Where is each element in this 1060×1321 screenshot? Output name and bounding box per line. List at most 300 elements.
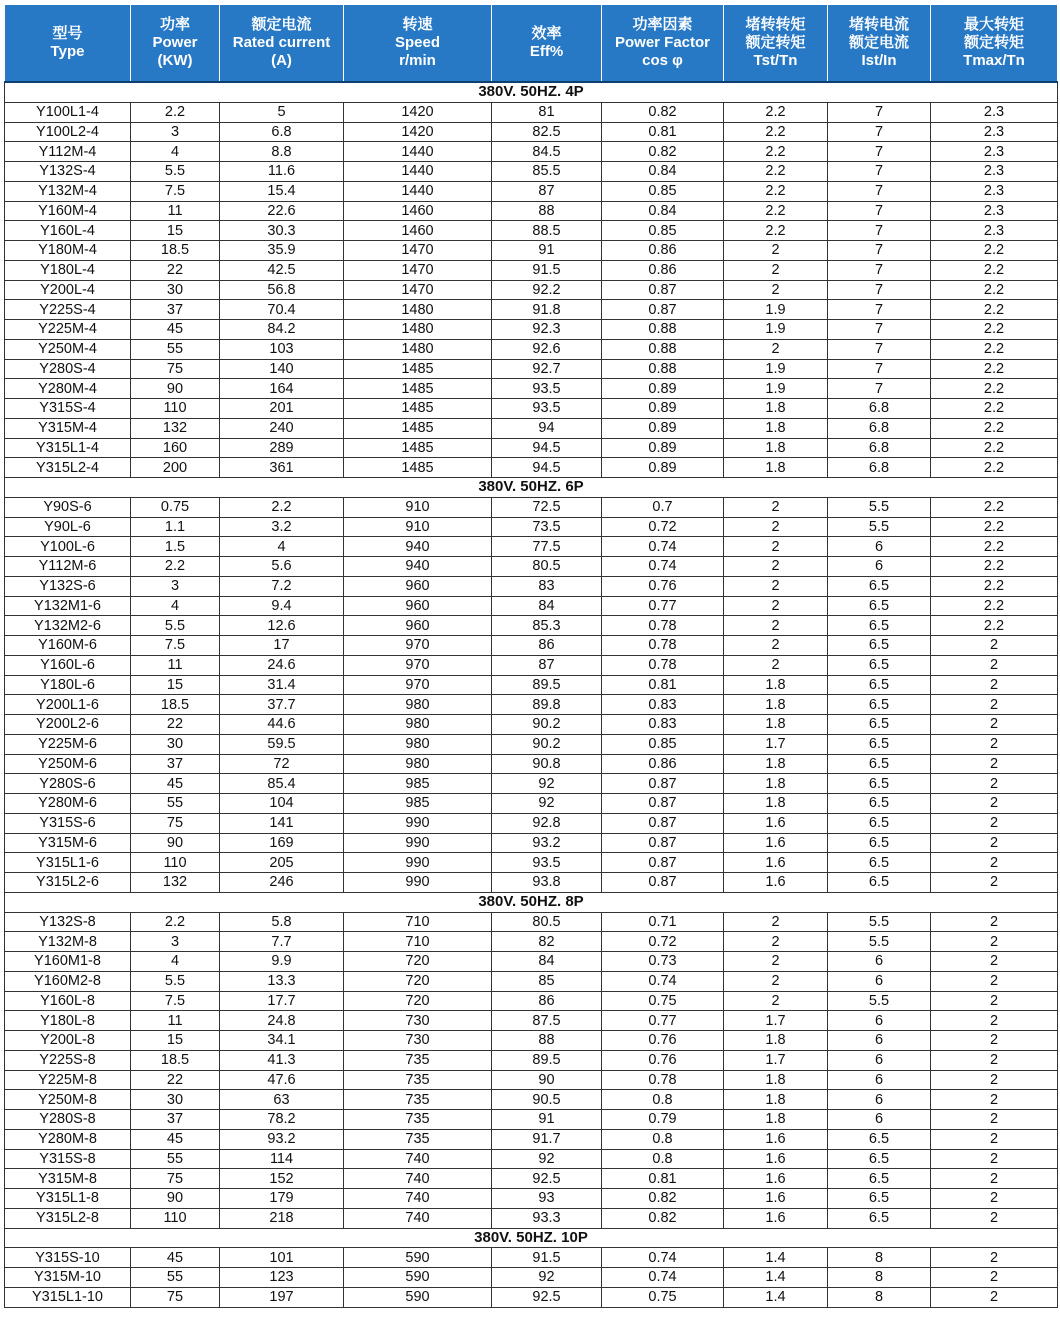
table-cell: Y225S-8 (5, 1050, 131, 1070)
table-cell: 0.76 (602, 1031, 724, 1051)
column-header-line: 转速 (402, 16, 433, 33)
table-cell: 735 (344, 1070, 492, 1090)
table-cell: 132 (131, 418, 220, 438)
column-header-line: 额定电流 (848, 34, 909, 51)
table-cell: 7 (828, 379, 931, 399)
column-header-6 (724, 5, 828, 83)
table-cell: 970 (344, 636, 492, 656)
table-cell: 80.5 (492, 557, 602, 577)
table-header (5, 5, 1058, 83)
table-cell: 246 (220, 873, 344, 893)
table-row (5, 537, 1058, 557)
table-row (5, 813, 1058, 833)
table-cell: 91.5 (492, 1248, 602, 1268)
table-row (5, 102, 1058, 122)
table-cell: 2.2 (931, 537, 1058, 557)
table-cell: 1.6 (724, 1208, 828, 1228)
table-cell: 5.5 (131, 971, 220, 991)
table-cell: 8 (828, 1248, 931, 1268)
table-cell: 940 (344, 557, 492, 577)
table-cell: 910 (344, 497, 492, 517)
table-row (5, 853, 1058, 873)
table-cell: 7 (828, 201, 931, 221)
table-cell: 12.6 (220, 616, 344, 636)
table-cell: 7.5 (131, 991, 220, 1011)
table-cell: 218 (220, 1208, 344, 1228)
table-cell: 730 (344, 1031, 492, 1051)
table-cell: 92 (492, 1268, 602, 1288)
column-header-line: Tst/Tn (753, 52, 798, 69)
section-header-row (5, 82, 1058, 102)
table-cell: 0.84 (602, 162, 724, 182)
table-cell: 89.8 (492, 695, 602, 715)
table-row (5, 1031, 1058, 1051)
table-cell: 5.5 (828, 497, 931, 517)
column-header-line: r/min (399, 52, 436, 69)
table-cell: 960 (344, 616, 492, 636)
table-cell: 85.3 (492, 616, 602, 636)
column-header-line: 堵转转矩 (745, 16, 806, 33)
table-cell: 0.89 (602, 418, 724, 438)
table-cell: Y132S-6 (5, 576, 131, 596)
table-cell: 91.8 (492, 300, 602, 320)
table-cell: 7.7 (220, 932, 344, 952)
table-cell: 169 (220, 833, 344, 853)
table-cell: 1.8 (724, 1110, 828, 1130)
column-header-line: cos φ (642, 52, 683, 69)
table-cell: 985 (344, 794, 492, 814)
table-cell: 2.3 (931, 102, 1058, 122)
table-cell: 0.85 (602, 181, 724, 201)
table-cell: 1.8 (724, 1070, 828, 1090)
table-cell: 980 (344, 695, 492, 715)
column-header-7 (828, 5, 931, 83)
table-cell: Y160L-4 (5, 221, 131, 241)
table-cell: 84 (492, 596, 602, 616)
table-cell: 2 (931, 1050, 1058, 1070)
table-cell: Y315L2-6 (5, 873, 131, 893)
table-cell: 2 (931, 813, 1058, 833)
table-cell: 84 (492, 952, 602, 972)
table-cell: 30 (131, 734, 220, 754)
column-header-8 (931, 5, 1058, 83)
table-cell: Y315M-6 (5, 833, 131, 853)
column-header-line: Speed (394, 34, 440, 51)
table-cell: 2.2 (220, 497, 344, 517)
table-cell: Y315M-10 (5, 1268, 131, 1288)
table-cell: 1.8 (724, 458, 828, 478)
table-cell: 1.6 (724, 1169, 828, 1189)
table-cell: 0.74 (602, 1248, 724, 1268)
table-cell: 1485 (344, 359, 492, 379)
table-cell: 5.5 (828, 932, 931, 952)
table-cell: 0.77 (602, 596, 724, 616)
table-cell: 91 (492, 1110, 602, 1130)
table-cell: 45 (131, 774, 220, 794)
table-cell: 18.5 (131, 1050, 220, 1070)
table-row (5, 1011, 1058, 1031)
table-cell: 2.2 (931, 596, 1058, 616)
table-cell: 90 (131, 379, 220, 399)
table-cell: 84.5 (492, 142, 602, 162)
table-cell: 91.5 (492, 260, 602, 280)
table-cell: 0.89 (602, 438, 724, 458)
table-cell: 18.5 (131, 241, 220, 261)
table-row (5, 399, 1058, 419)
table-cell: 55 (131, 339, 220, 359)
table-cell: 87 (492, 181, 602, 201)
table-cell: 8 (828, 1287, 931, 1307)
table-cell: 2.2 (931, 379, 1058, 399)
table-cell: 2 (931, 636, 1058, 656)
table-cell: 0.81 (602, 1169, 724, 1189)
table-cell: 7.2 (220, 576, 344, 596)
table-cell: 1.8 (724, 438, 828, 458)
table-cell: 93.2 (220, 1129, 344, 1149)
table-cell: 2.2 (931, 359, 1058, 379)
table-cell: 990 (344, 853, 492, 873)
table-cell: 93.5 (492, 399, 602, 419)
table-cell: 1.4 (724, 1287, 828, 1307)
table-cell: 0.88 (602, 320, 724, 340)
table-cell: 7 (828, 300, 931, 320)
column-header-line: 堵转电流 (848, 16, 909, 33)
table-cell: 81 (492, 102, 602, 122)
table-cell: 197 (220, 1287, 344, 1307)
table-cell: 289 (220, 438, 344, 458)
table-cell: 1.8 (724, 774, 828, 794)
table-cell: 0.86 (602, 241, 724, 261)
table-cell: 2 (931, 952, 1058, 972)
table-cell: 2 (724, 497, 828, 517)
table-cell: 2 (931, 1129, 1058, 1149)
table-cell: 92.3 (492, 320, 602, 340)
table-cell: Y225M-4 (5, 320, 131, 340)
table-cell: Y280M-4 (5, 379, 131, 399)
table-cell: 83 (492, 576, 602, 596)
table-cell: 7.5 (131, 636, 220, 656)
table-cell: 1.8 (724, 715, 828, 735)
table-cell: 1420 (344, 102, 492, 122)
table-cell: 2 (931, 971, 1058, 991)
table-row (5, 359, 1058, 379)
table-cell: 740 (344, 1149, 492, 1169)
table-cell: 710 (344, 932, 492, 952)
table-cell: 0.88 (602, 339, 724, 359)
column-header-5 (602, 5, 724, 83)
table-cell: 6.8 (828, 458, 931, 478)
table-cell: 104 (220, 794, 344, 814)
table-cell: 2 (931, 1149, 1058, 1169)
table-cell: 0.76 (602, 576, 724, 596)
table-cell: 123 (220, 1268, 344, 1288)
table-cell: Y315S-8 (5, 1149, 131, 1169)
table-cell: 2 (931, 853, 1058, 873)
table-cell: 740 (344, 1189, 492, 1209)
table-cell: 720 (344, 991, 492, 1011)
table-row (5, 794, 1058, 814)
table-row (5, 1149, 1058, 1169)
table-cell: 94 (492, 418, 602, 438)
table-row (5, 280, 1058, 300)
table-cell: 2 (931, 1090, 1058, 1110)
table-cell: 59.5 (220, 734, 344, 754)
table-cell: 2 (724, 576, 828, 596)
table-row (5, 300, 1058, 320)
table-cell: 6.5 (828, 813, 931, 833)
table-cell: 72.5 (492, 497, 602, 517)
table-cell: 22.6 (220, 201, 344, 221)
table-cell: 1.9 (724, 300, 828, 320)
table-cell: 6.8 (220, 122, 344, 142)
table-cell: 5.5 (828, 912, 931, 932)
table-cell: 200 (131, 458, 220, 478)
table-cell: 2 (931, 774, 1058, 794)
table-row (5, 675, 1058, 695)
table-cell: 0.71 (602, 912, 724, 932)
table-cell: Y200L-8 (5, 1031, 131, 1051)
table-cell: 1.7 (724, 1011, 828, 1031)
table-row (5, 833, 1058, 853)
table-cell: Y315L1-10 (5, 1287, 131, 1307)
table-cell: 970 (344, 675, 492, 695)
table-cell: 45 (131, 320, 220, 340)
column-header-line: 额定转矩 (963, 34, 1024, 51)
table-cell: 1.6 (724, 813, 828, 833)
column-header-line: 最大转矩 (963, 16, 1024, 33)
table-cell: 2 (724, 537, 828, 557)
table-cell: 7 (828, 320, 931, 340)
table-cell: 1.8 (724, 794, 828, 814)
section-title: 380V. 50HZ. 6P (5, 478, 1058, 498)
table-cell: 9.4 (220, 596, 344, 616)
table-cell: Y180L-4 (5, 260, 131, 280)
table-cell: 6.5 (828, 1129, 931, 1149)
table-cell: 93.5 (492, 379, 602, 399)
table-cell: 7 (828, 280, 931, 300)
table-cell: 4 (131, 952, 220, 972)
table-cell: 103 (220, 339, 344, 359)
table-cell: 6.5 (828, 695, 931, 715)
table-cell: 980 (344, 754, 492, 774)
table-cell: 2.3 (931, 162, 1058, 182)
table-cell: 47.6 (220, 1070, 344, 1090)
table-cell: 2 (931, 1287, 1058, 1307)
table-cell: Y315L1-4 (5, 438, 131, 458)
table-cell: 77.5 (492, 537, 602, 557)
table-cell: 0.86 (602, 754, 724, 774)
table-row (5, 320, 1058, 340)
table-cell: 0.81 (602, 122, 724, 142)
table-cell: 90 (131, 1189, 220, 1209)
table-cell: Y200L2-6 (5, 715, 131, 735)
table-cell: 6 (828, 557, 931, 577)
table-cell: 2 (724, 280, 828, 300)
table-cell: 0.8 (602, 1090, 724, 1110)
table-cell: 0.83 (602, 715, 724, 735)
column-header-line: Power Factor (614, 34, 711, 51)
table-cell: 30 (131, 1090, 220, 1110)
table-cell: 6.5 (828, 1169, 931, 1189)
table-cell: 2.3 (931, 221, 1058, 241)
table-cell: 5.6 (220, 557, 344, 577)
table-cell: Y280S-6 (5, 774, 131, 794)
table-cell: 590 (344, 1248, 492, 1268)
table-cell: 0.89 (602, 399, 724, 419)
table-cell: 80.5 (492, 912, 602, 932)
section-header-row (5, 478, 1058, 498)
table-cell: 90 (492, 1070, 602, 1090)
table-cell: 0.78 (602, 616, 724, 636)
table-cell: 980 (344, 734, 492, 754)
table-cell: 1485 (344, 458, 492, 478)
table-cell: 86 (492, 636, 602, 656)
table-cell: 91 (492, 241, 602, 261)
table-row (5, 517, 1058, 537)
table-cell: 6.5 (828, 774, 931, 794)
table-cell: 0.75 (131, 497, 220, 517)
table-row (5, 1050, 1058, 1070)
table-cell: 740 (344, 1208, 492, 1228)
table-cell: Y225M-8 (5, 1070, 131, 1090)
section-title: 380V. 50HZ. 4P (5, 82, 1058, 102)
table-cell: 1485 (344, 418, 492, 438)
table-cell: 1.9 (724, 379, 828, 399)
table-cell: 110 (131, 853, 220, 873)
table-cell: 2.2 (931, 576, 1058, 596)
table-cell: 0.87 (602, 873, 724, 893)
table-row (5, 1169, 1058, 1189)
table-cell: 2 (931, 1031, 1058, 1051)
table-cell: 2 (931, 1011, 1058, 1031)
table-cell: 2.2 (931, 339, 1058, 359)
table-cell: 5.5 (828, 991, 931, 1011)
table-cell: 114 (220, 1149, 344, 1169)
column-header-line: 额定电流 (251, 16, 312, 33)
table-cell: 94.5 (492, 438, 602, 458)
table-cell: 1.8 (724, 1090, 828, 1110)
table-cell: 0.7 (602, 497, 724, 517)
table-cell: 0.75 (602, 991, 724, 1011)
table-cell: 6.5 (828, 636, 931, 656)
table-cell: 990 (344, 873, 492, 893)
column-header-line: Ist/In (861, 52, 897, 69)
table-cell: 0.84 (602, 201, 724, 221)
table-cell: Y250M-8 (5, 1090, 131, 1110)
table-cell: Y160M2-8 (5, 971, 131, 991)
column-header-0 (5, 5, 131, 83)
table-row (5, 241, 1058, 261)
table-cell: 75 (131, 1287, 220, 1307)
table-cell: 90 (131, 833, 220, 853)
table-cell: 45 (131, 1248, 220, 1268)
table-cell: 1.6 (724, 1129, 828, 1149)
table-cell: 2.3 (931, 122, 1058, 142)
table-cell: 2.2 (931, 260, 1058, 280)
table-cell: 6.8 (828, 399, 931, 419)
table-cell: Y315S-10 (5, 1248, 131, 1268)
table-cell: 82.5 (492, 122, 602, 142)
table-cell: Y225S-4 (5, 300, 131, 320)
table-cell: Y315L2-4 (5, 458, 131, 478)
column-header-1 (131, 5, 220, 83)
table-cell: 2 (931, 675, 1058, 695)
table-cell: Y160M-4 (5, 201, 131, 221)
table-cell: 0.77 (602, 1011, 724, 1031)
table-cell: 84.2 (220, 320, 344, 340)
table-cell: 1.5 (131, 537, 220, 557)
table-cell: Y132S-8 (5, 912, 131, 932)
table-cell: 92.2 (492, 280, 602, 300)
table-cell: 141 (220, 813, 344, 833)
table-cell: 8 (828, 1268, 931, 1288)
table-row (5, 636, 1058, 656)
table-cell: 45 (131, 1129, 220, 1149)
table-cell: 2 (931, 912, 1058, 932)
table-cell: 87.5 (492, 1011, 602, 1031)
table-cell: 2 (724, 952, 828, 972)
table-cell: 0.75 (602, 1287, 724, 1307)
table-cell: 179 (220, 1189, 344, 1209)
table-cell: 7 (828, 260, 931, 280)
table-cell: 1.7 (724, 1050, 828, 1070)
table-cell: 240 (220, 418, 344, 438)
table-row (5, 1268, 1058, 1288)
table-cell: 6.5 (828, 833, 931, 853)
table-cell: 75 (131, 1169, 220, 1189)
table-cell: 2 (931, 1169, 1058, 1189)
table-cell: 85 (492, 971, 602, 991)
table-cell: 1485 (344, 379, 492, 399)
table-cell: 11 (131, 201, 220, 221)
table-cell: Y132M1-6 (5, 596, 131, 616)
table-cell: 89.5 (492, 1050, 602, 1070)
table-row (5, 379, 1058, 399)
table-cell: 4 (220, 537, 344, 557)
table-cell: 1.8 (724, 754, 828, 774)
table-cell: 7 (828, 241, 931, 261)
table-cell: 0.79 (602, 1110, 724, 1130)
table-cell: 88 (492, 1031, 602, 1051)
table-cell: 44.6 (220, 715, 344, 735)
table-cell: 980 (344, 715, 492, 735)
table-cell: 6.5 (828, 734, 931, 754)
table-cell: Y112M-6 (5, 557, 131, 577)
column-header-line: (A) (271, 52, 292, 69)
column-header-line: Rated current (232, 34, 331, 51)
table-cell: 75 (131, 813, 220, 833)
table-cell: 2.3 (931, 201, 1058, 221)
table-cell: 6.5 (828, 754, 931, 774)
table-row (5, 458, 1058, 478)
table-cell: 132 (131, 873, 220, 893)
table-cell: 5 (220, 102, 344, 122)
table-cell: 2 (931, 932, 1058, 952)
table-cell: Y132M-8 (5, 932, 131, 952)
table-row (5, 438, 1058, 458)
table-cell: 2.2 (931, 616, 1058, 636)
table-cell: 37 (131, 300, 220, 320)
table-cell: 0.87 (602, 774, 724, 794)
table-row (5, 774, 1058, 794)
table-cell: 11.6 (220, 162, 344, 182)
table-cell: 8.8 (220, 142, 344, 162)
table-cell: 15.4 (220, 181, 344, 201)
table-cell: 37.7 (220, 695, 344, 715)
table-cell: 6.5 (828, 715, 931, 735)
table-row (5, 557, 1058, 577)
table-cell: 2 (931, 1070, 1058, 1090)
